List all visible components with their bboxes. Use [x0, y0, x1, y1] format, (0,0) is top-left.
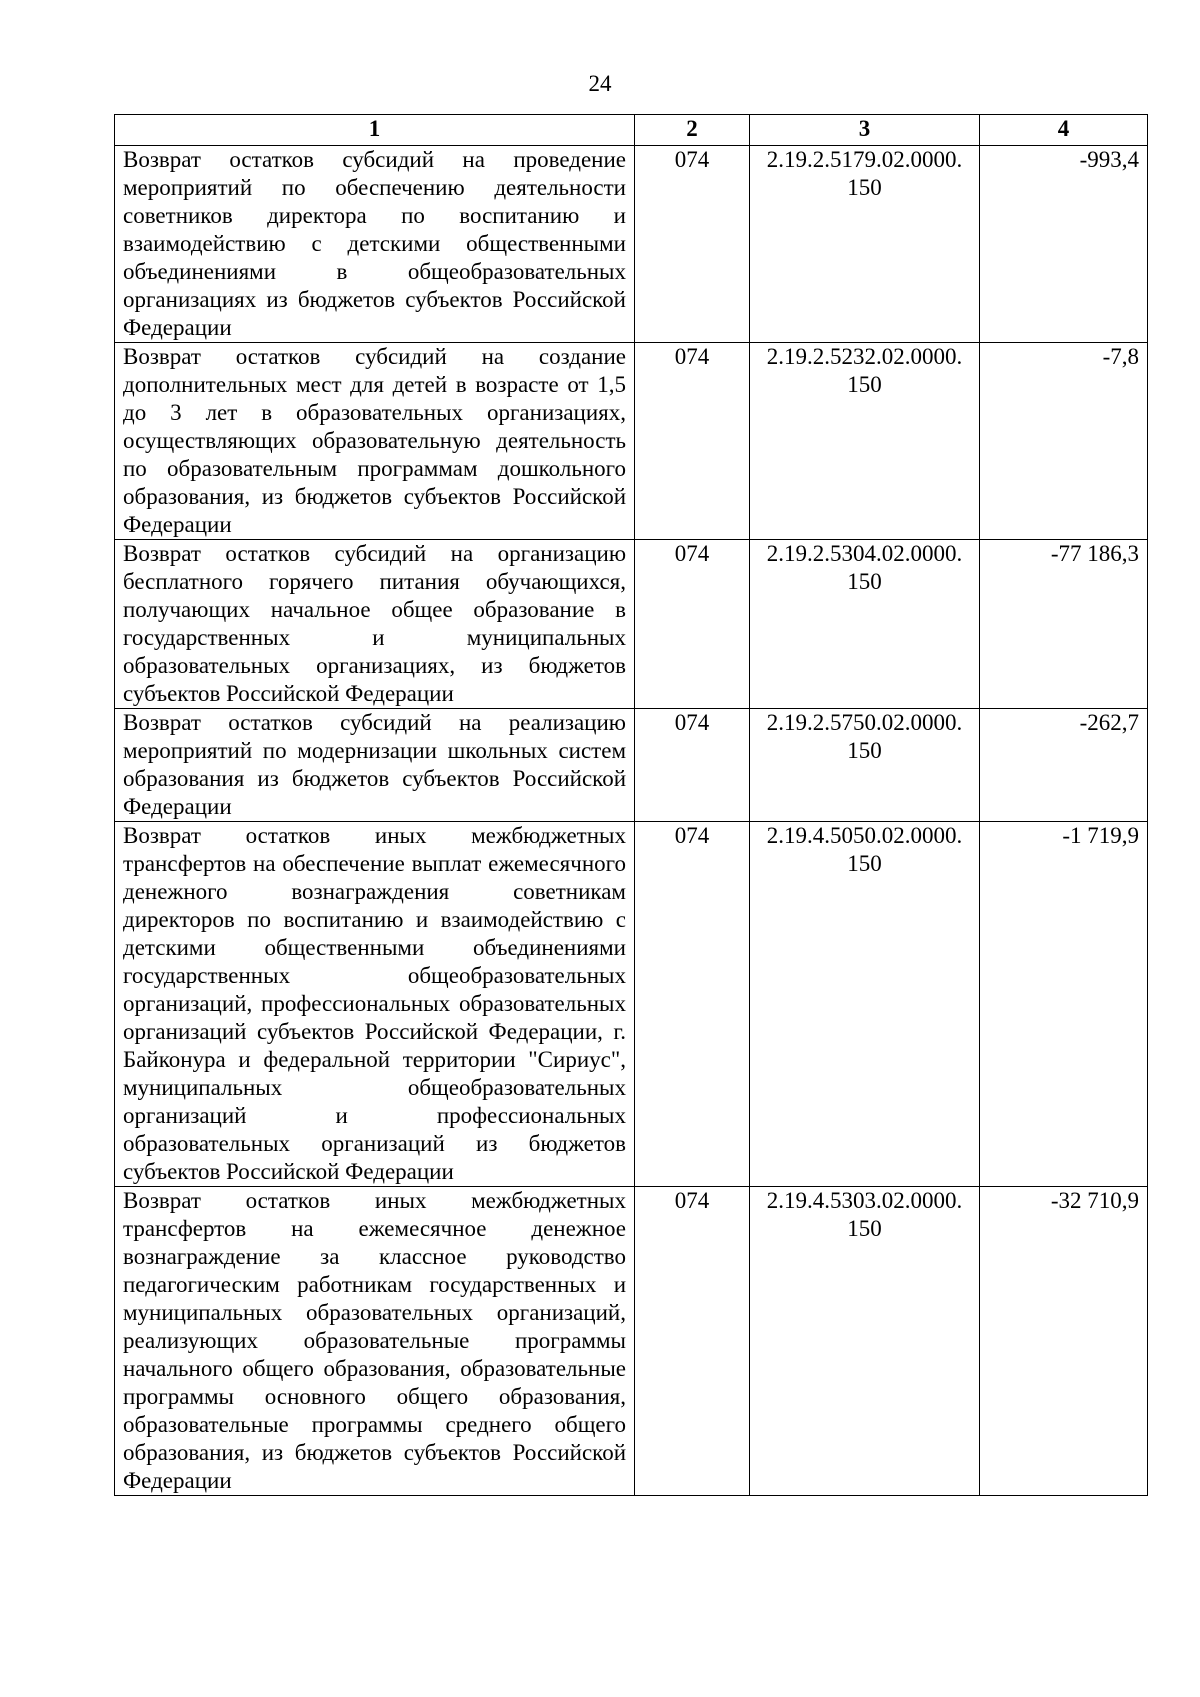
row-admin-code: 074 [635, 343, 750, 540]
budget-code-text: 2.19.4.5303.02.0000. 150 [766, 1188, 963, 1241]
header-col-4: 4 [980, 115, 1148, 146]
row-budget-code [750, 540, 980, 709]
table-row [115, 822, 1148, 1187]
row-budget-code [750, 1187, 980, 1496]
row-budget-code [750, 822, 980, 1187]
row-admin-code: 074 [635, 1187, 750, 1496]
row-name: Возврат остатков иных межбюджетных трансфертов на ежемесячное денежное вознаграждение за классное руководство педагогическим работникам государственных и муниципальных образовательных организаций, реализующих образовательные программы начального общего образования, образовательные программы основного общего образования, образовательные программы среднего общего образования, из бюджетов субъектов Российской Федерации [115, 1187, 635, 1496]
row-admin-code: 074 [635, 709, 750, 822]
table-row [115, 540, 1148, 709]
row-name: Возврат остатков иных межбюджетных трансфертов на обеспечение выплат ежемесячного денежного вознаграждения советникам директоров по воспитанию и взаимодействию с детскими общественными объединениями государственных общеобразовательных организаций, профессиональных образовательных организаций субъектов Российской Федерации, г. Байконура и федеральной территории "Сириус", муниципальных общеобразовательных организаций и профессиональных образовательных организаций из бюджетов субъектов Российской Федерации [115, 822, 635, 1187]
row-amount: -77 186,3 [980, 540, 1148, 709]
row-amount: -32 710,9 [980, 1187, 1148, 1496]
row-budget-code [750, 709, 980, 822]
budget-table [114, 114, 1148, 1496]
budget-code-text: 2.19.2.5232.02.0000. 150 [766, 344, 963, 397]
row-name: Возврат остатков субсидий на проведение мероприятий по обеспечению деятельности советников директора по воспитанию и взаимодействию с детскими общественными объединениями в общеобразовательных организациях из бюджетов субъектов Российской Федерации [115, 146, 635, 343]
page-number: 24 [588, 71, 612, 96]
row-amount: -993,4 [980, 146, 1148, 343]
row-amount: -262,7 [980, 709, 1148, 822]
table-header-row [115, 115, 1148, 146]
table-row [115, 343, 1148, 540]
row-amount: -7,8 [980, 343, 1148, 540]
row-admin-code: 074 [635, 822, 750, 1187]
header-col-2: 2 [635, 115, 750, 146]
row-amount: -1 719,9 [980, 822, 1148, 1187]
budget-code-text: 2.19.2.5179.02.0000. 150 [766, 147, 963, 200]
table-row [115, 1187, 1148, 1496]
row-budget-code [750, 343, 980, 540]
row-name: Возврат остатков субсидий на организацию бесплатного горячего питания обучающихся, получающих начальное общее образование в государственных и муниципальных образовательных организациях, из бюджетов субъектов Российской Федерации [115, 540, 635, 709]
row-admin-code: 074 [635, 146, 750, 343]
table-row [115, 709, 1148, 822]
budget-code-text: 2.19.4.5050.02.0000. 150 [766, 823, 963, 876]
table-row [115, 146, 1148, 343]
header-col-1: 1 [115, 115, 635, 146]
row-budget-code [750, 146, 980, 343]
header-col-3: 3 [750, 115, 980, 146]
budget-code-text: 2.19.2.5750.02.0000. 150 [766, 710, 963, 763]
row-name: Возврат остатков субсидий на создание дополнительных мест для детей в возрасте от 1,5 до 3 лет в образовательных организациях, осуществляющих образовательную деятельность по образовательным программам дошкольного образования, из бюджетов субъектов Российской Федерации [115, 343, 635, 540]
budget-code-text: 2.19.2.5304.02.0000. 150 [766, 541, 963, 594]
row-admin-code: 074 [635, 540, 750, 709]
row-name: Возврат остатков субсидий на реализацию мероприятий по модернизации школьных систем образования из бюджетов субъектов Российской Федерации [115, 709, 635, 822]
